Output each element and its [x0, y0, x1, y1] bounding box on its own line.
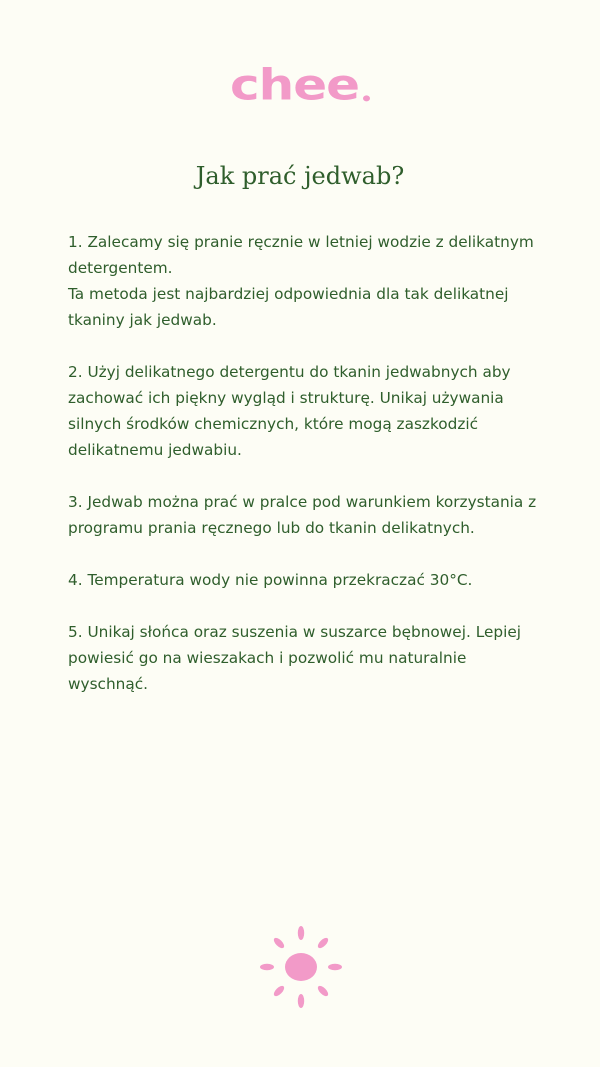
instruction-1-line-1: 1. Zalecamy się pranie ręcznie w letniej wodzie z delikatnym detergentem.: [68, 233, 534, 277]
instruction-2: 2. Użyj delikatnego detergentu do tkanin jedwabnych aby zachować ich piękny wygląd i strukturę. Unikaj używania silnych środków chemicznych, które mogą zaszkodzić delikatnemu jedwabiu.: [68, 363, 511, 459]
care-instructions: [68, 229, 548, 723]
brand-logo-text: chee: [229, 60, 360, 110]
page-title: Jak prać jedwab?: [195, 162, 405, 190]
instruction-4: 4. Temperatura wody nie powinna przekraczać 30°C.: [68, 571, 473, 589]
instruction-5: 5. Unikaj słońca oraz suszenia w suszarce bębnowej. Lepiej powiesić go na wieszakach i pozwolić mu naturalnie wyschnąć.: [68, 623, 521, 693]
brand-logo: [0, 55, 600, 115]
brand-logo-dot: [363, 95, 370, 101]
instruction-3: 3. Jedwab można prać w pralce pod warunkiem korzystania z programu prania ręcznego lub do tkanin delikatnych.: [68, 493, 537, 537]
instruction-1: [68, 229, 548, 333]
sun-icon: [259, 925, 343, 1009]
instruction-1-line-2: Ta metoda jest najbardziej odpowiednia dla tak delikatnej tkaniny jak jedwab.: [68, 285, 509, 329]
